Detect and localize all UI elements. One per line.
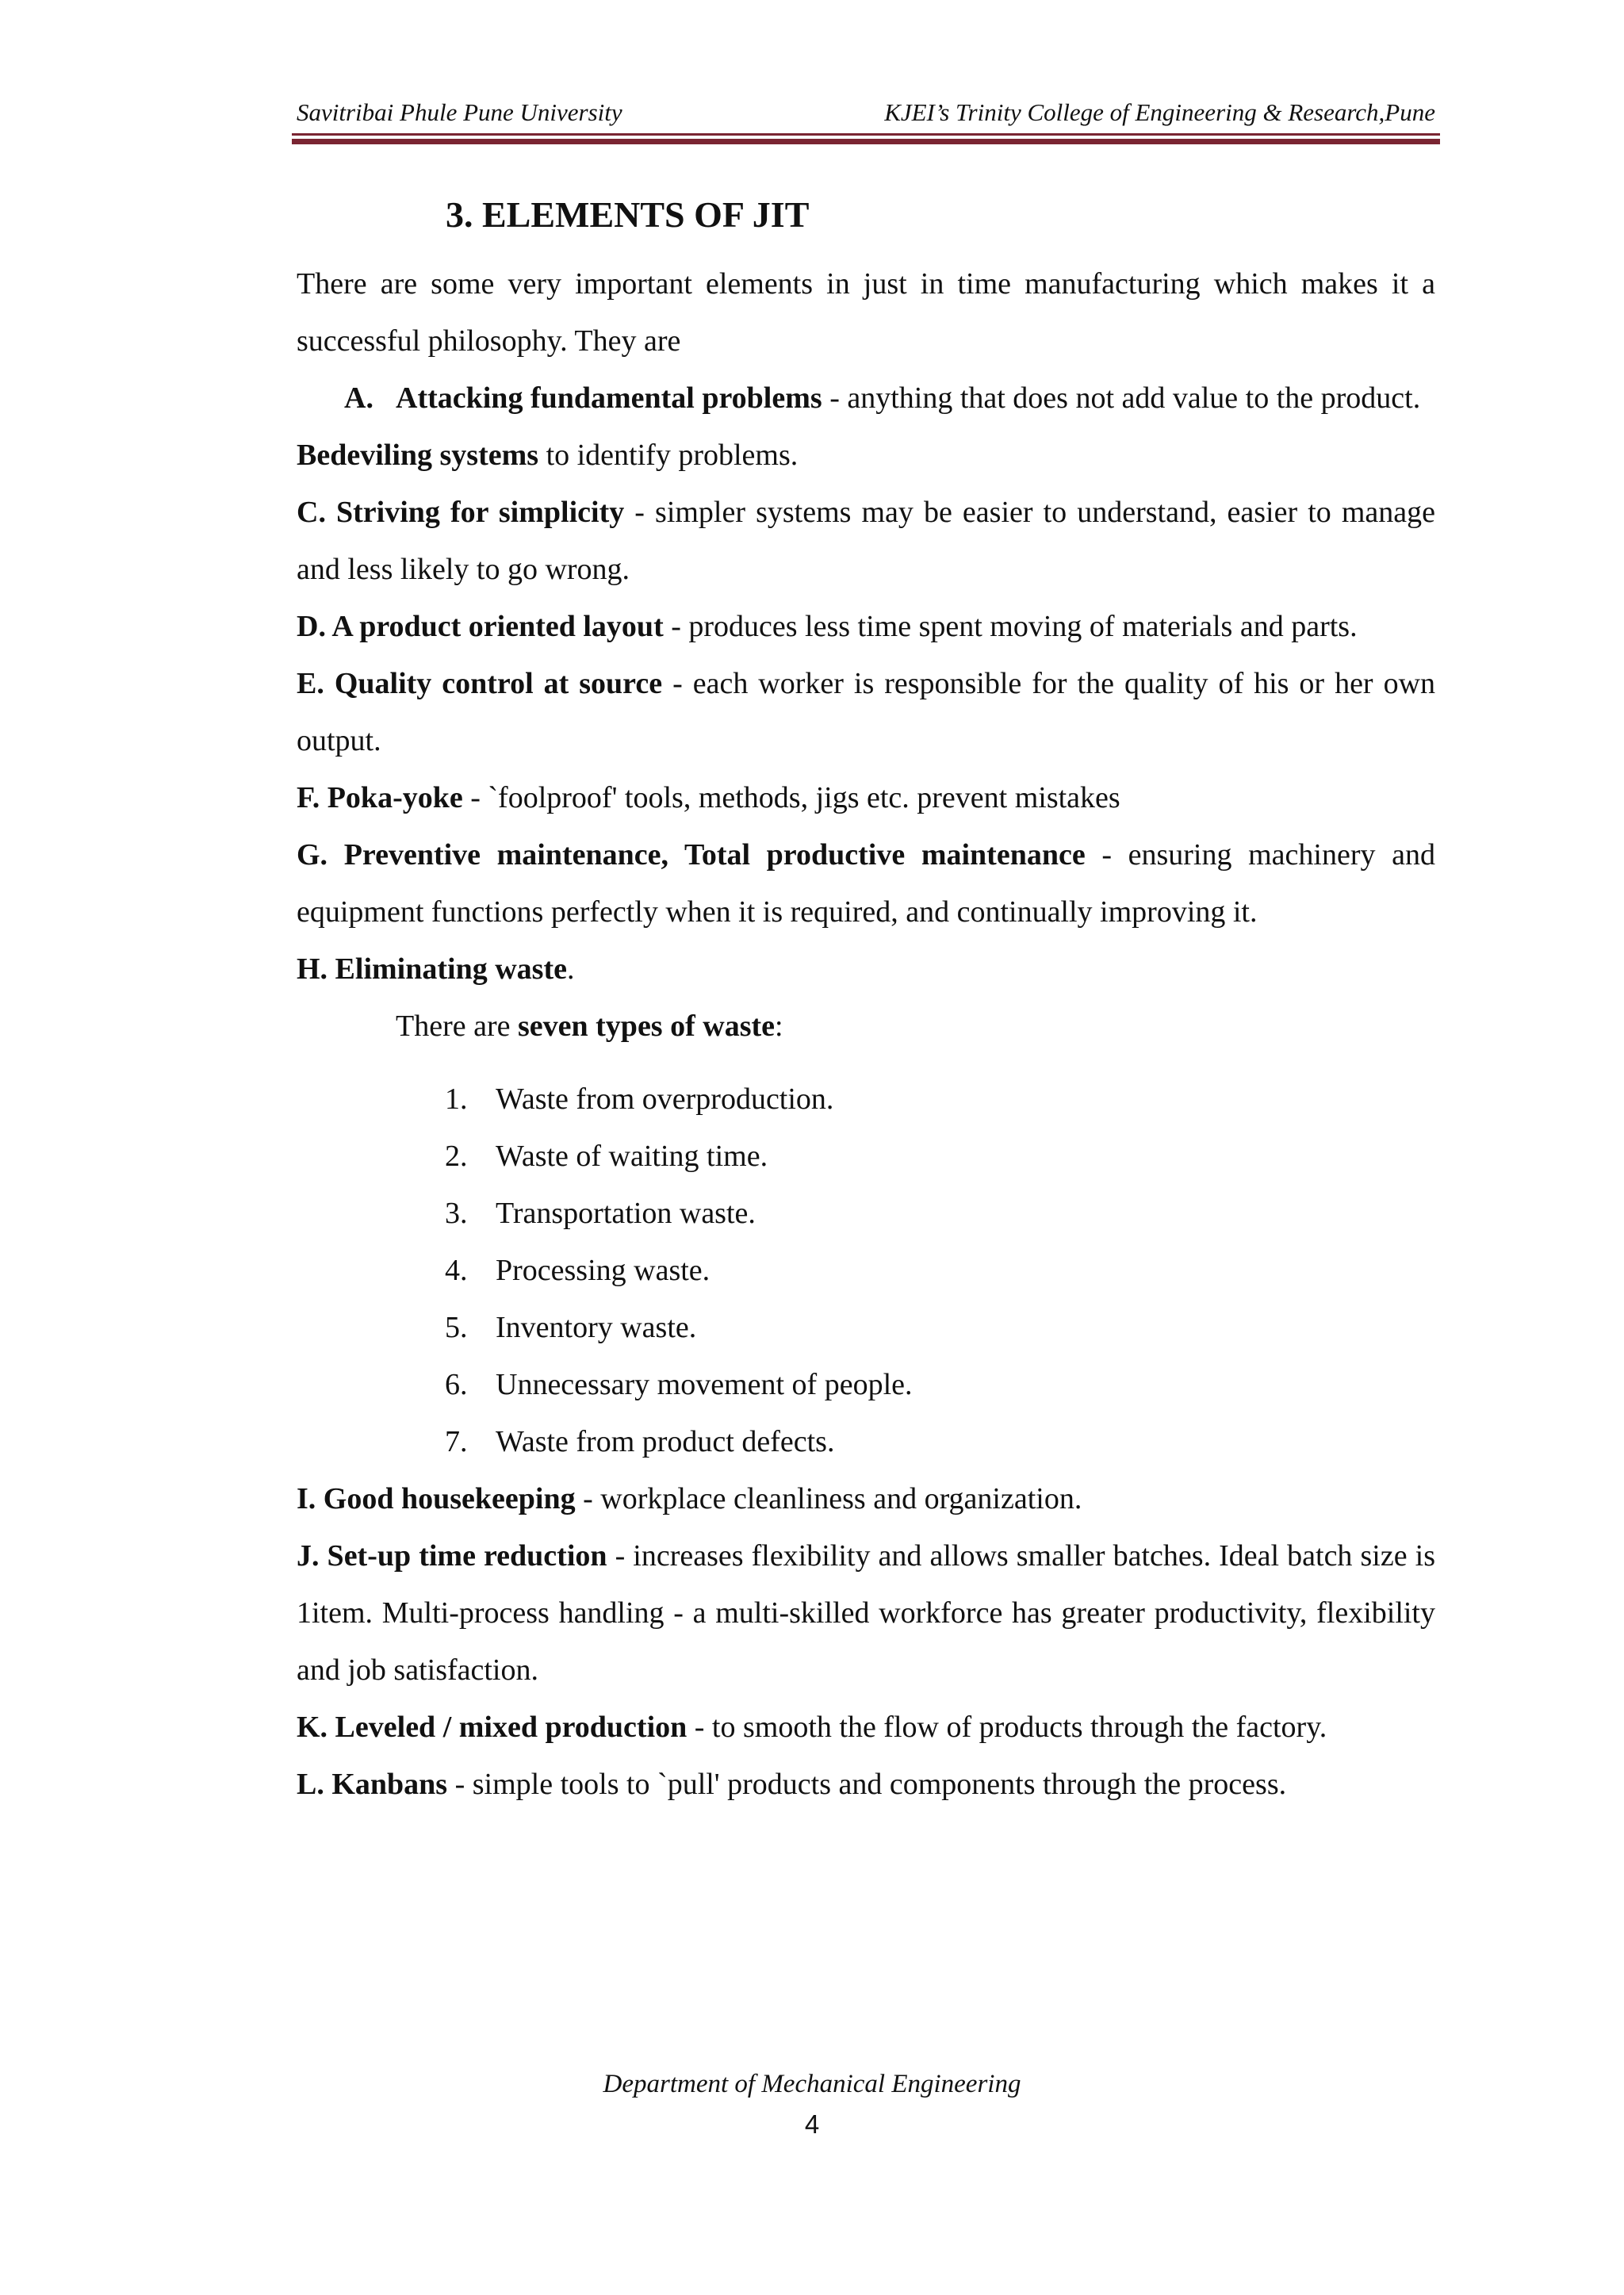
- waste-intro-pre: There are: [396, 1010, 518, 1043]
- element-b: [297, 427, 1435, 484]
- list-item-text: Inventory waste.: [496, 1311, 697, 1344]
- list-item-number: 2.: [445, 1140, 468, 1173]
- element-a-marker: A.: [344, 381, 373, 415]
- waste-list: [297, 1071, 1435, 1470]
- list-item: [297, 1185, 1435, 1242]
- list-item-text: Waste from product defects.: [496, 1425, 835, 1458]
- element-j-term: J. Set-up time reduction: [297, 1539, 607, 1573]
- element-d-term: D. A product oriented layout: [297, 610, 664, 643]
- list-item-number: 4.: [445, 1254, 468, 1287]
- element-e-term: E. Quality control at source: [297, 667, 663, 700]
- element-a-desc: - anything that does not add value to the product.: [822, 381, 1421, 415]
- list-item-number: 3.: [445, 1197, 468, 1230]
- element-g-term: G. Preventive maintenance, Total productive maintenance: [297, 838, 1086, 872]
- list-item-number: 7.: [445, 1425, 468, 1458]
- element-h-term: H. Eliminating waste: [297, 952, 567, 986]
- intro-paragraph: There are some very important elements in just in time manufacturing which makes it a successful philosophy. They are: [297, 267, 1435, 358]
- header-rule-thin: [292, 133, 1440, 136]
- waste-intro-bold: seven types of waste: [518, 1010, 776, 1043]
- element-i: [297, 1470, 1435, 1527]
- section-title: 3. ELEMENTS OF JIT: [446, 194, 810, 235]
- element-e-desc: - each worker is responsible for the quality of his or her own output.: [297, 667, 1436, 757]
- list-item: [297, 1356, 1435, 1413]
- list-item: [297, 1071, 1435, 1128]
- waste-intro-post: :: [775, 1010, 783, 1043]
- element-f-desc: - `foolproof' tools, methods, jigs etc. prevent mistakes: [462, 781, 1120, 814]
- list-item: [297, 1128, 1435, 1185]
- list-item: [297, 1413, 1435, 1470]
- element-l-desc: - simple tools to `pull' products and components through the process.: [447, 1768, 1287, 1801]
- element-h: [297, 941, 1435, 998]
- element-j: [297, 1527, 1435, 1699]
- list-item: [297, 1242, 1435, 1299]
- element-b-desc: to identify problems.: [538, 439, 799, 472]
- element-k: [297, 1699, 1435, 1756]
- list-item-text: Processing waste.: [496, 1254, 710, 1287]
- list-item: [297, 1299, 1435, 1356]
- element-d: [297, 598, 1435, 655]
- element-k-term: K. Leveled / mixed production: [297, 1711, 688, 1744]
- page-number: 4: [804, 2109, 820, 2139]
- waste-intro: [297, 998, 1435, 1055]
- element-k-desc: - to smooth the flow of products through the factory.: [687, 1711, 1327, 1744]
- body-text: [297, 255, 1435, 1813]
- header-university: Savitribai Phule Pune University: [297, 98, 622, 126]
- element-a: [297, 370, 1435, 427]
- element-i-term: I. Good housekeeping: [297, 1482, 576, 1515]
- element-g-desc: - ensuring machinery and equipment functions perfectly when it is required, and continually improving it.: [297, 838, 1435, 929]
- element-c-desc: - simpler systems may be easier to understand, easier to manage and less likely to go wrong.: [297, 496, 1435, 586]
- list-item-text: Waste from overproduction.: [496, 1082, 834, 1116]
- element-g: [297, 826, 1435, 941]
- list-item-text: Transportation waste.: [496, 1197, 756, 1230]
- element-c: [297, 484, 1435, 598]
- footer-department: Department of Mechanical Engineering: [603, 2070, 1021, 2098]
- element-h-desc: .: [566, 952, 575, 986]
- list-item-number: 1.: [445, 1082, 468, 1116]
- list-item-number: 5.: [445, 1311, 468, 1344]
- header-college: KJEI’s Trinity College of Engineering & Research,Pune: [884, 98, 1435, 126]
- element-b-term: Bedeviling systems: [297, 439, 539, 472]
- element-a-term: Attacking fundamental problems: [396, 381, 822, 415]
- element-c-term: C. Striving for simplicity: [297, 496, 625, 529]
- page-header: [297, 94, 1435, 133]
- element-f-term: F. Poka-yoke: [297, 781, 463, 814]
- list-item-number: 6.: [445, 1368, 468, 1401]
- element-f: [297, 769, 1435, 826]
- element-e: [297, 655, 1435, 769]
- element-d-desc: - produces less time spent moving of materials and parts.: [663, 610, 1358, 643]
- list-item-text: Unnecessary movement of people.: [496, 1368, 913, 1401]
- element-j-desc: - increases flexibility and allows smaller batches. Ideal batch size is 1item. Multi-process handling - a multi-skilled workforce has greater productivity, flexibility and job satisfaction.: [297, 1539, 1435, 1687]
- element-l: [297, 1756, 1435, 1813]
- list-item-text: Waste of waiting time.: [496, 1140, 768, 1173]
- element-l-term: L. Kanbans: [297, 1768, 448, 1801]
- header-rule-thick: [292, 139, 1440, 144]
- element-i-desc: - workplace cleanliness and organization.: [575, 1482, 1082, 1515]
